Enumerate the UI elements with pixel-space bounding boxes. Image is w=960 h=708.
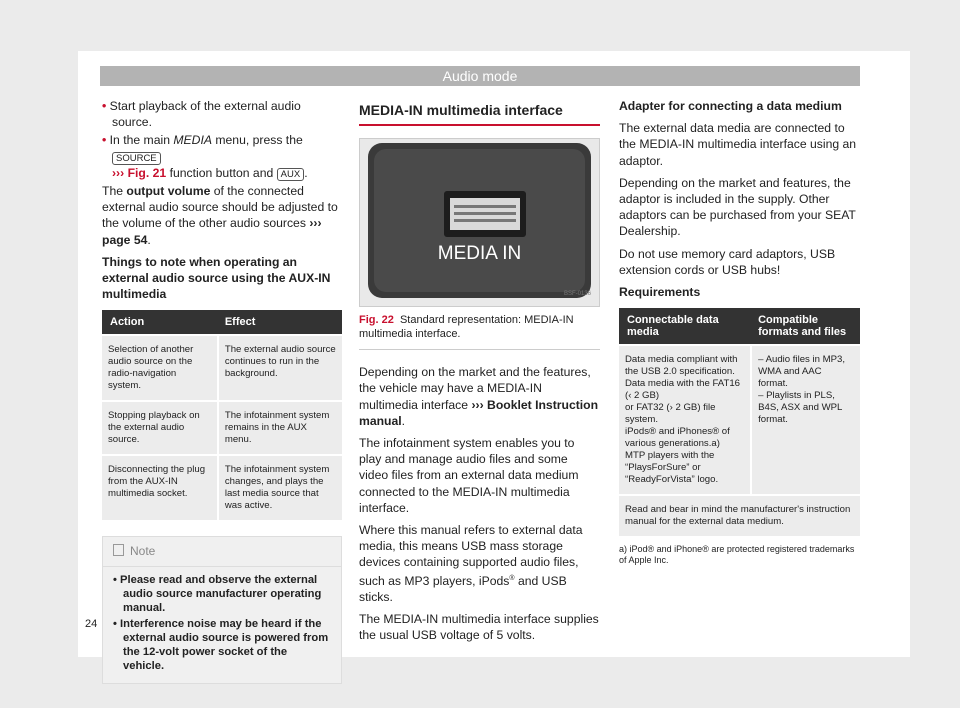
- figure-caption: Fig. 22 Standard representation: MEDIA-IN multimedia interface.: [359, 307, 600, 350]
- page-header: Audio mode: [100, 66, 860, 86]
- column-right: Adapter for connecting a data medium The external data media are connected to the MEDIA-IN multimedia interface using an adaptor. Depending on the market and features, the adaptor is included in the supply. Other adaptors can be purchased from your SEAT Dealership. Do not use memory card adaptors, USB extension cords or USB hubs! Requirements Connectable data media Compatible formats and files Data media compliant with the USB 2.0 specification. Data media with the FAT16 (‹ 2 GB) or FAT32 (› 2 GB) file system. iPods® and iPhones® of various generations.a) MTP players with the “PlaysForSure” or “ReadyForVista” logo. – Audio files in MP3, WMA and AAC format. – Playlists in PLS, B4S, ASX and WPL format. Read and bear in mind the manufacturer's instruction manual for the external data medium. a) iPod® and iPhone® are protected registered trademarks of Apple Inc.: [619, 98, 860, 572]
- media-in-port-image: [360, 139, 599, 306]
- figure-code: BSF-0136: [563, 291, 591, 297]
- note-label: Note: [130, 544, 156, 559]
- list-item: • Start playback of the external audio source.: [102, 99, 301, 130]
- table-header: Compatible formats and files: [750, 308, 860, 344]
- page-link[interactable]: ››› page 54: [102, 216, 322, 247]
- table-row: Stopping playback on the external audio source. The infotainment system remains in the AUX menu.: [102, 402, 342, 454]
- table-row: Data media compliant with the USB 2.0 specification. Data media with the FAT16 (‹ 2 GB) or FAT32 (› 2 GB) file system. iPods® and iPhones® of various generations.a) MTP players with the “PlaysForSure” or “ReadyForVista” logo. – Audio files in MP3, WMA and AAC format. – Playlists in PLS, B4S, ASX and WPL format.: [619, 346, 860, 494]
- table-header: Action: [102, 310, 217, 334]
- figure-label: MEDIA IN: [437, 243, 522, 265]
- source-key: SOURCE: [112, 152, 161, 165]
- list-item: • Interference noise may be heard if the external audio source is powered from the 12-volt power socket of the vehicle.: [113, 617, 329, 672]
- table-header: Connectable data media: [619, 308, 750, 344]
- list-item: • Please read and observe the external audio source manufacturer operating manual.: [113, 573, 322, 614]
- table-header: Effect: [217, 310, 342, 334]
- table-row: Disconnecting the plug from the AUX-IN multimedia socket. The infotainment system changes, and plays the last media source that was active.: [102, 456, 342, 520]
- things-title: Things to note when operating an external audio source using the AUX-IN multimedia: [102, 254, 331, 302]
- requirements-title: Requirements: [619, 285, 701, 300]
- page-number: 24: [85, 618, 98, 630]
- table-row: Read and bear in mind the manufacturer's instruction manual for the external data medium.: [619, 496, 860, 536]
- section-title: MEDIA-IN multimedia interface: [359, 98, 600, 126]
- volume-paragraph: The output volume of the connected external audio source should be adjusted to the volume of the other audio sources ››› page 54.: [102, 184, 338, 247]
- list-item: • In the main MEDIA menu, press the SOURCE ››› Fig. 21 function button and AUX .: [102, 133, 308, 180]
- note-box: [102, 536, 342, 683]
- footnote: a) iPod® and iPhone® are protected registered trademarks of Apple Inc.: [619, 544, 855, 566]
- aux-table: [102, 308, 342, 522]
- requirements-table: [619, 306, 860, 538]
- adapter-title: Adapter for connecting a data medium: [619, 99, 842, 113]
- table-row: Selection of another audio source on the radio-navigation system. The external audio source continues to run in the background.: [102, 336, 342, 400]
- media-in-figure: [359, 138, 600, 307]
- info-icon: [113, 544, 124, 556]
- booklet-link[interactable]: ››› Booklet Instruction manual: [359, 397, 599, 428]
- column-left: [102, 98, 342, 684]
- fig-link[interactable]: Fig. 21: [127, 165, 167, 180]
- aux-key: AUX: [277, 168, 305, 181]
- column-middle: MEDIA-IN multimedia interface MEDIA IN BSF-0136 Fig. 22 Standard representation: MEDIA-IN multimedia interface. Depending on the market and the features, the vehicle may have a MEDIA-IN multimedia interface ››› Booklet Instruction manual. The infotainment system enables you to play and manage audio files and some video files from an external data medium connected to the MEDIA-IN multimedia interface. Where this manual refers to external data media, this means USB mass storage devices containing supported audio files, such as MP3 players, iPods® and USB sticks. The MEDIA-IN multimedia interface supplies the usual USB voltage of 5 volts.: [359, 98, 600, 650]
